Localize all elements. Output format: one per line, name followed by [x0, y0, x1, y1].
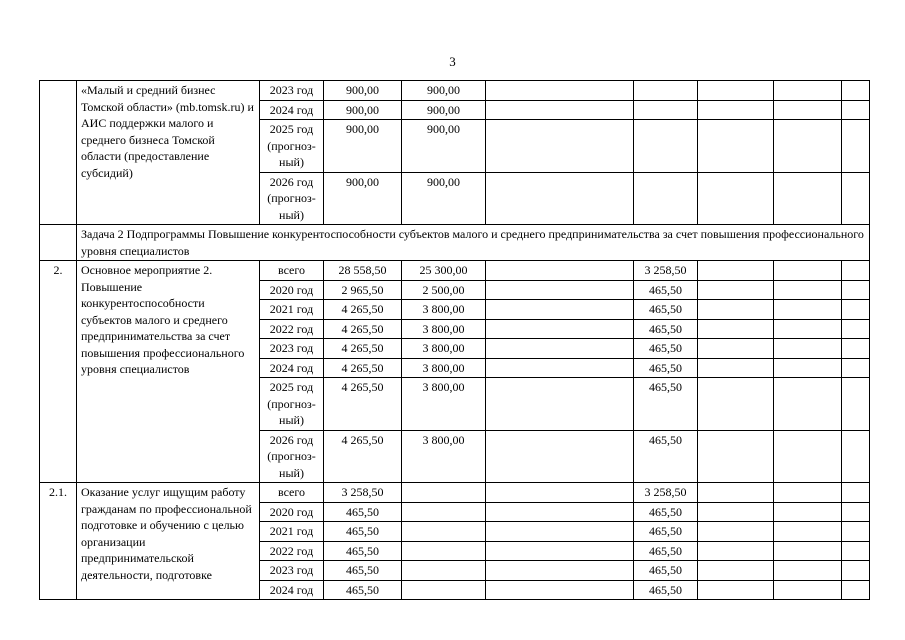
- table-row: [40, 261, 870, 281]
- year-cell: 2023 год: [260, 561, 324, 581]
- total-cell: 465,50: [324, 502, 402, 522]
- empty-cell: [698, 378, 774, 431]
- year-cell: 2023 год: [260, 81, 324, 101]
- regional-cell: [486, 319, 634, 339]
- empty-cell: [842, 483, 870, 503]
- regional-cell: [486, 300, 634, 320]
- year-cell: 2026 год (прогноз-ный): [260, 172, 324, 225]
- year-cell: 2022 год: [260, 541, 324, 561]
- regional-cell: [486, 561, 634, 581]
- total-cell: 465,50: [324, 561, 402, 581]
- total-cell: 465,50: [324, 522, 402, 542]
- empty-cell: [774, 339, 842, 359]
- empty-cell: [774, 358, 842, 378]
- local-cell: 465,50: [634, 561, 698, 581]
- empty-cell: [842, 319, 870, 339]
- empty-cell: [698, 172, 774, 225]
- year-cell: 2025 год (прогноз-ный): [260, 120, 324, 173]
- local-cell: [634, 81, 698, 101]
- regional-cell: [486, 580, 634, 600]
- empty-cell: [774, 100, 842, 120]
- empty-cell: [842, 280, 870, 300]
- federal-cell: 3 800,00: [402, 339, 486, 359]
- federal-cell: 3 800,00: [402, 430, 486, 483]
- empty-cell: [774, 120, 842, 173]
- table-row: [40, 483, 870, 503]
- empty-cell: [698, 100, 774, 120]
- regional-cell: [486, 541, 634, 561]
- local-cell: 465,50: [634, 300, 698, 320]
- empty-cell: [842, 502, 870, 522]
- local-cell: 465,50: [634, 430, 698, 483]
- federal-cell: 25 300,00: [402, 261, 486, 281]
- total-cell: 465,50: [324, 541, 402, 561]
- empty-cell: [842, 561, 870, 581]
- empty-cell: [842, 580, 870, 600]
- empty-cell: [698, 502, 774, 522]
- empty-cell: [842, 430, 870, 483]
- page-number: 3: [449, 54, 456, 69]
- federal-cell: [402, 502, 486, 522]
- task-num-cell: [40, 225, 77, 261]
- regional-cell: [486, 522, 634, 542]
- activity-description: «Малый и средний бизнес Томской области» (mb.tomsk.ru) и АИС поддержки малого и среднего бизнеса Томской области (предоставление субсидий): [77, 81, 260, 225]
- local-cell: 465,50: [634, 319, 698, 339]
- federal-cell: 900,00: [402, 172, 486, 225]
- empty-cell: [774, 541, 842, 561]
- total-cell: 2 965,50: [324, 280, 402, 300]
- regional-cell: [486, 81, 634, 101]
- regional-cell: [486, 339, 634, 359]
- federal-cell: 3 800,00: [402, 358, 486, 378]
- local-cell: [634, 100, 698, 120]
- empty-cell: [774, 261, 842, 281]
- empty-cell: [842, 261, 870, 281]
- year-cell: 2021 год: [260, 522, 324, 542]
- total-cell: 900,00: [324, 81, 402, 101]
- empty-cell: [842, 120, 870, 173]
- regional-cell: [486, 483, 634, 503]
- year-cell: 2020 год: [260, 502, 324, 522]
- empty-cell: [774, 483, 842, 503]
- empty-cell: [774, 502, 842, 522]
- total-cell: 4 265,50: [324, 378, 402, 431]
- year-cell: 2024 год: [260, 358, 324, 378]
- budget-table: [39, 80, 870, 600]
- year-cell: 2021 год: [260, 300, 324, 320]
- federal-cell: [402, 580, 486, 600]
- table-body: [40, 81, 870, 600]
- regional-cell: [486, 378, 634, 431]
- regional-cell: [486, 358, 634, 378]
- total-cell: 4 265,50: [324, 358, 402, 378]
- local-cell: 465,50: [634, 522, 698, 542]
- total-cell: 4 265,50: [324, 319, 402, 339]
- row-number: 2.: [40, 261, 77, 483]
- local-cell: [634, 172, 698, 225]
- empty-cell: [842, 300, 870, 320]
- total-cell: 900,00: [324, 172, 402, 225]
- federal-cell: 900,00: [402, 100, 486, 120]
- year-cell: 2025 год (прогноз-ный): [260, 378, 324, 431]
- year-cell: всего: [260, 261, 324, 281]
- empty-cell: [774, 522, 842, 542]
- federal-cell: 900,00: [402, 120, 486, 173]
- total-cell: 3 258,50: [324, 483, 402, 503]
- local-cell: 3 258,50: [634, 261, 698, 281]
- total-cell: 900,00: [324, 120, 402, 173]
- empty-cell: [842, 522, 870, 542]
- empty-cell: [842, 81, 870, 101]
- year-cell: 2024 год: [260, 100, 324, 120]
- year-cell: 2024 год: [260, 580, 324, 600]
- local-cell: 465,50: [634, 339, 698, 359]
- empty-cell: [698, 319, 774, 339]
- federal-cell: 3 800,00: [402, 300, 486, 320]
- empty-cell: [774, 580, 842, 600]
- empty-cell: [698, 339, 774, 359]
- federal-cell: 2 500,00: [402, 280, 486, 300]
- empty-cell: [774, 430, 842, 483]
- empty-cell: [698, 261, 774, 281]
- empty-cell: [842, 172, 870, 225]
- total-cell: 4 265,50: [324, 339, 402, 359]
- total-cell: 465,50: [324, 580, 402, 600]
- local-cell: [634, 120, 698, 173]
- federal-cell: 3 800,00: [402, 319, 486, 339]
- empty-cell: [842, 358, 870, 378]
- total-cell: 4 265,50: [324, 430, 402, 483]
- empty-cell: [698, 300, 774, 320]
- empty-cell: [774, 378, 842, 431]
- empty-cell: [698, 483, 774, 503]
- task-row: [40, 225, 870, 261]
- year-cell: 2022 год: [260, 319, 324, 339]
- total-cell: 28 558,50: [324, 261, 402, 281]
- federal-cell: [402, 483, 486, 503]
- empty-cell: [774, 561, 842, 581]
- year-cell: 2020 год: [260, 280, 324, 300]
- empty-cell: [698, 430, 774, 483]
- row-number: 2.1.: [40, 483, 77, 600]
- year-cell: 2026 год (прогноз-ный): [260, 430, 324, 483]
- empty-cell: [842, 378, 870, 431]
- local-cell: 465,50: [634, 358, 698, 378]
- regional-cell: [486, 430, 634, 483]
- regional-cell: [486, 280, 634, 300]
- local-cell: 465,50: [634, 541, 698, 561]
- empty-cell: [698, 580, 774, 600]
- empty-cell: [698, 358, 774, 378]
- local-cell: 465,50: [634, 378, 698, 431]
- empty-cell: [698, 120, 774, 173]
- year-cell: 2023 год: [260, 339, 324, 359]
- local-cell: 465,50: [634, 580, 698, 600]
- empty-cell: [698, 280, 774, 300]
- empty-cell: [698, 81, 774, 101]
- federal-cell: 3 800,00: [402, 378, 486, 431]
- table-row: [40, 81, 870, 101]
- task-heading: Задача 2 Подпрограммы Повышение конкурентоспособности субъектов малого и среднего предпринимательства за счет повышения профессионального уровня специалистов: [77, 225, 870, 261]
- regional-cell: [486, 172, 634, 225]
- empty-cell: [774, 81, 842, 101]
- empty-cell: [698, 522, 774, 542]
- empty-cell: [842, 100, 870, 120]
- activity-description: Оказание услуг ищущим работу гражданам по профессиональной подготовке и обучению с целью организации предпринимательской деятельности, подготовке: [77, 483, 260, 600]
- row-number: [40, 81, 77, 225]
- regional-cell: [486, 261, 634, 281]
- local-cell: 465,50: [634, 502, 698, 522]
- empty-cell: [774, 300, 842, 320]
- regional-cell: [486, 120, 634, 173]
- federal-cell: [402, 561, 486, 581]
- regional-cell: [486, 100, 634, 120]
- total-cell: 900,00: [324, 100, 402, 120]
- empty-cell: [774, 319, 842, 339]
- local-cell: 465,50: [634, 280, 698, 300]
- year-cell: всего: [260, 483, 324, 503]
- total-cell: 4 265,50: [324, 300, 402, 320]
- activity-description: Основное мероприятие 2. Повышение конкурентоспособности субъектов малого и среднего предпринимательства за счет повышения профессионального уровня специалистов: [77, 261, 260, 483]
- empty-cell: [842, 541, 870, 561]
- federal-cell: 900,00: [402, 81, 486, 101]
- local-cell: 3 258,50: [634, 483, 698, 503]
- empty-cell: [842, 339, 870, 359]
- empty-cell: [698, 561, 774, 581]
- empty-cell: [698, 541, 774, 561]
- empty-cell: [774, 280, 842, 300]
- empty-cell: [774, 172, 842, 225]
- federal-cell: [402, 522, 486, 542]
- regional-cell: [486, 502, 634, 522]
- federal-cell: [402, 541, 486, 561]
